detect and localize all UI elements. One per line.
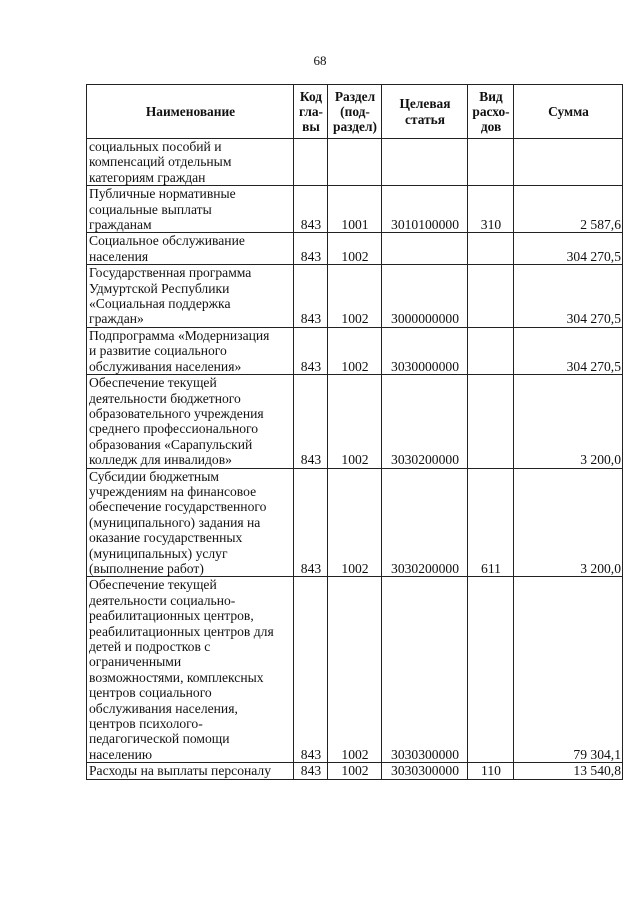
table-row	[87, 375, 623, 468]
header-section-line: раздел)	[333, 119, 377, 135]
table-header-row	[87, 85, 623, 139]
cell-name-line: детей и подростков с	[89, 639, 211, 654]
header-target-line: статья	[405, 111, 445, 127]
cell-name-line: колледж для инвалидов»	[89, 452, 232, 468]
cell-name-line: обеспечение государственного	[89, 499, 267, 515]
header-target-line: Целевая	[399, 96, 451, 112]
cell-target: 3030300000	[382, 763, 468, 779]
cell-name-line: населению	[89, 746, 153, 762]
cell-name-line: возможностями, комплексных	[89, 669, 264, 685]
cell-sum: 3 200,0	[514, 468, 623, 577]
cell-name-line: образовательного учреждения	[89, 405, 264, 421]
table-row	[87, 763, 623, 779]
cell-target: 3030200000	[382, 468, 468, 577]
cell-target: 3010100000	[382, 186, 468, 233]
header-type-line: Вид	[479, 88, 503, 104]
cell-name-line: и развитие социального	[89, 343, 227, 359]
cell-name-line: центров социального	[89, 685, 212, 701]
cell-name-line: населения	[89, 248, 149, 264]
cell-name-line: образования «Сарапульский	[89, 436, 253, 452]
cell-name-line: деятельности бюджетного	[89, 390, 241, 406]
cell-sum: 304 270,5	[514, 327, 623, 374]
cell-target	[382, 233, 468, 265]
cell-sum: 3 200,0	[514, 375, 623, 468]
cell-name	[87, 186, 294, 233]
header-code	[294, 85, 328, 139]
cell-name	[87, 265, 294, 328]
cell-name-line: граждан»	[89, 311, 144, 327]
cell-name	[87, 327, 294, 374]
header-code-line: вы	[302, 119, 320, 135]
cell-name-line: компенсаций отдельным	[89, 154, 232, 170]
table-row	[87, 233, 623, 265]
header-code-line: гла-	[298, 103, 324, 119]
cell-type: 310	[468, 186, 514, 233]
cell-name	[87, 577, 294, 763]
cell-type: 611	[468, 468, 514, 577]
cell-section: 1002	[328, 265, 382, 328]
cell-name-line: оказание государственных	[89, 530, 243, 546]
table-row	[87, 468, 623, 577]
cell-name	[87, 468, 294, 577]
cell-name-line: реабилитационных центров для	[89, 623, 274, 639]
cell-code: 843	[294, 763, 328, 779]
cell-name	[87, 233, 294, 265]
cell-name	[87, 139, 294, 186]
cell-code: 843	[294, 327, 328, 374]
cell-section: 1002	[328, 233, 382, 265]
table-row	[87, 139, 623, 186]
cell-section: 1002	[328, 327, 382, 374]
cell-type	[468, 375, 514, 468]
cell-type	[468, 577, 514, 763]
cell-name-line: реабилитационных центров,	[89, 608, 254, 624]
cell-target: 3000000000	[382, 265, 468, 328]
cell-sum: 304 270,5	[514, 265, 623, 328]
cell-section: 1002	[328, 577, 382, 763]
header-sum: Сумма	[514, 85, 623, 139]
cell-name-line: Субсидии бюджетным	[89, 468, 219, 484]
cell-code: 843	[294, 468, 328, 577]
header-target	[382, 85, 468, 139]
cell-sum: 304 270,5	[514, 233, 623, 265]
cell-type: 110	[468, 763, 514, 779]
cell-name-line: гражданам	[89, 217, 152, 233]
header-name: Наименование	[87, 85, 294, 139]
cell-name-line: Обеспечение текущей	[89, 577, 217, 593]
header-type-line: расхо-	[472, 103, 510, 119]
cell-name-line: «Социальная поддержка	[89, 296, 231, 312]
header-type-line: дов	[480, 119, 502, 135]
cell-name-line: (муниципального) задания на	[89, 514, 261, 530]
cell-section: 1002	[328, 375, 382, 468]
table-row	[87, 265, 623, 328]
header-section-line: Раздел	[334, 88, 376, 104]
cell-sum: 79 304,1	[514, 577, 623, 763]
cell-section	[328, 139, 382, 186]
table-row	[87, 327, 623, 374]
cell-code: 843	[294, 375, 328, 468]
cell-name-line: деятельности социально-	[89, 592, 236, 608]
cell-type	[468, 327, 514, 374]
cell-name-line: центров психолого-	[89, 716, 203, 732]
cell-target: 3030300000	[382, 577, 468, 763]
cell-code: 843	[294, 577, 328, 763]
page-number: 68	[313, 53, 327, 68]
header-code-line: Код	[299, 88, 323, 104]
cell-name-line: Публичные нормативные	[89, 186, 236, 202]
header-section	[328, 85, 382, 139]
cell-type	[468, 265, 514, 328]
cell-name-line: (муниципальных) услуг	[89, 545, 228, 561]
table-row	[87, 186, 623, 233]
cell-name-line: социальных пособий и	[89, 139, 222, 154]
cell-code: 843	[294, 233, 328, 265]
cell-name-line: Государственная программа	[89, 265, 252, 281]
cell-name-line: Обеспечение текущей	[89, 375, 217, 391]
cell-name-line: ограниченными	[89, 654, 182, 670]
cell-name	[87, 763, 294, 779]
header-section-line: (под-	[340, 103, 370, 119]
cell-name-line: Подпрограмма «Модернизация	[89, 327, 270, 343]
cell-code: 843	[294, 186, 328, 233]
table-row	[87, 577, 623, 763]
cell-type	[468, 139, 514, 186]
cell-target: 3030000000	[382, 327, 468, 374]
cell-sum	[514, 139, 623, 186]
cell-name-line: Удмуртской Республики	[89, 280, 230, 296]
header-type	[468, 85, 514, 139]
cell-name-line: категориям граждан	[89, 169, 206, 185]
table-body	[87, 139, 623, 780]
cell-target: 3030200000	[382, 375, 468, 468]
cell-name-line: среднего профессионального	[89, 421, 259, 437]
cell-target	[382, 139, 468, 186]
cell-name-line: (выполнение работ)	[89, 560, 204, 576]
cell-name-line: социальные выплаты	[89, 201, 212, 217]
cell-name	[87, 375, 294, 468]
cell-sum: 13 540,8	[514, 763, 623, 779]
cell-name-line: Расходы на выплаты персоналу	[89, 763, 271, 779]
cell-name-line: обслуживания населения,	[89, 700, 238, 716]
cell-sum: 2 587,6	[514, 186, 623, 233]
cell-name-line: учреждениям на финансовое	[89, 483, 257, 499]
cell-type	[468, 233, 514, 265]
cell-section: 1002	[328, 468, 382, 577]
cell-section: 1002	[328, 763, 382, 779]
cell-code: 843	[294, 265, 328, 328]
budget-table	[86, 84, 623, 780]
cell-section: 1001	[328, 186, 382, 233]
cell-code	[294, 139, 328, 186]
cell-name-line: обслуживания населения»	[89, 358, 242, 374]
cell-name-line: педагогической помощи	[89, 731, 230, 747]
cell-name-line: Социальное обслуживание	[89, 233, 245, 249]
